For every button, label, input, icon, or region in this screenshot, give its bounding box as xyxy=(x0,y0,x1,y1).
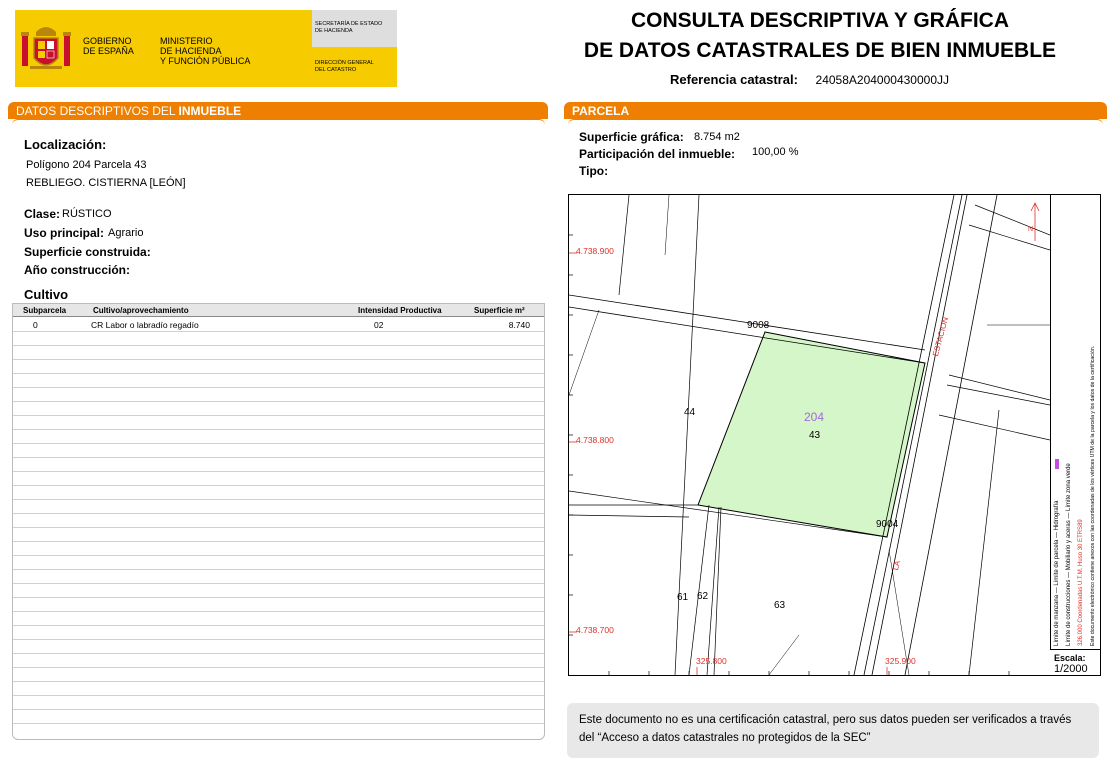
clase-label: Clase: xyxy=(24,207,61,221)
table-row-empty xyxy=(13,486,544,500)
anio-construccion-label: Año construcción: xyxy=(24,263,131,277)
uso-value: Agrario xyxy=(108,227,144,239)
parcel-label-43: 43 xyxy=(809,430,821,441)
table-row-empty xyxy=(13,374,544,388)
localizacion-line2: REBLIEGO. CISTIERNA [LEÓN] xyxy=(26,177,186,189)
cell-cultivo: CR Labor o labradío regadío xyxy=(91,320,199,330)
tipo-label: Tipo: xyxy=(579,164,609,178)
table-row-empty xyxy=(13,696,544,710)
table-row-empty xyxy=(13,570,544,584)
disclaimer-note: Este documento no es una certificación catastral, pero sus datos pueden ser verificados a través del “Acceso a datos catastrales no protegidos de la SEC” xyxy=(567,703,1099,758)
ref-value: 24058A204000430000JJ xyxy=(815,73,949,87)
parcel-label-61: 61 xyxy=(677,592,689,603)
superficie-grafica-label: Superficie gráfica: xyxy=(579,130,684,144)
gobierno-label: GOBIERNO DE ESPAÑA xyxy=(83,36,134,56)
legend-line2: Límite de construcciones — Mobiliario y aceras — Límite zona verde xyxy=(1066,463,1072,646)
header-band xyxy=(15,10,397,87)
superficie-grafica-value: 8.754 m2 xyxy=(694,131,740,143)
escala-label: Escala: xyxy=(1054,653,1086,663)
table-row-empty xyxy=(13,500,544,514)
legend-line4: Este documento electrónico contiene anexos con las coordenadas de los vértices UTM de la parcela y los datos de la certificación. xyxy=(1090,345,1096,646)
map-scale xyxy=(1050,650,1101,676)
street-label-la: LA xyxy=(891,559,903,572)
table-row-empty xyxy=(13,556,544,570)
table-header xyxy=(13,304,544,317)
road-label-9008: 9008 xyxy=(747,320,770,331)
parcel-map xyxy=(568,194,1101,676)
cultivo-label: Cultivo xyxy=(24,287,69,302)
street-label-estacion: ESTACION xyxy=(931,316,951,358)
x-tick-label: 325.900 xyxy=(885,656,916,666)
y-tick-label: 4.738.900 xyxy=(576,246,614,256)
table-row-empty xyxy=(13,472,544,486)
table-row-empty xyxy=(13,542,544,556)
table-row-empty xyxy=(13,612,544,626)
svg-text:N: N xyxy=(1028,226,1034,233)
table-row-empty xyxy=(13,668,544,682)
table-row-empty xyxy=(13,626,544,640)
table-row-empty xyxy=(13,332,544,346)
table-row xyxy=(13,318,544,332)
y-tick-label: 4.738.700 xyxy=(576,625,614,635)
cell-superficie: 8.740 xyxy=(508,320,530,330)
polygon-label-204: 204 xyxy=(804,410,825,424)
table-row-empty xyxy=(13,682,544,696)
col-intensidad: Intensidad Productiva xyxy=(358,306,442,315)
cell-intensidad: 02 xyxy=(374,320,384,330)
section-right-divider xyxy=(568,119,1103,125)
table-row-empty xyxy=(13,710,544,724)
table-row-empty xyxy=(13,402,544,416)
table-row-empty xyxy=(13,640,544,654)
table-row-empty xyxy=(13,654,544,668)
localizacion-label: Localización: xyxy=(24,137,107,152)
coat-of-arms-icon xyxy=(20,18,72,76)
ref-label: Referencia catastral: xyxy=(670,72,798,87)
parcel-label-62: 62 xyxy=(697,591,709,602)
section-datos-descriptivos: DATOS DESCRIPTIVOS DEL INMUEBLE xyxy=(8,102,548,119)
y-tick-label: 4.738.800 xyxy=(576,435,614,445)
document-title-line2: DE DATOS CATASTRALES DE BIEN INMUEBLE xyxy=(583,39,1057,62)
col-superficie: Superficie m² xyxy=(474,306,525,315)
referencia-catastral xyxy=(670,72,949,87)
table-row-empty xyxy=(13,430,544,444)
table-row-empty xyxy=(13,528,544,542)
table-row-empty xyxy=(13,360,544,374)
section-left-divider xyxy=(12,119,545,125)
table-row-empty xyxy=(13,444,544,458)
north-arrow-icon xyxy=(1028,203,1039,241)
participacion-label: Participación del inmueble: xyxy=(579,147,736,161)
map-legend xyxy=(1050,194,1101,650)
clase-value: RÚSTICO xyxy=(62,208,112,220)
col-cultivo: Cultivo/aprovechamiento xyxy=(93,306,189,315)
uso-label: Uso principal: xyxy=(24,226,105,240)
legend-line1: Límite de manzana — Límite de parcela — Hidrografía xyxy=(1054,500,1060,646)
table-row-empty xyxy=(13,388,544,402)
secretaria-label: SECRETARÍA DE ESTADO DE HACIENDA xyxy=(315,21,383,34)
col-subparcela: Subparcela xyxy=(23,306,67,315)
table-row-empty xyxy=(13,416,544,430)
parcel-label-44: 44 xyxy=(684,407,696,418)
document-title-line1: CONSULTA DESCRIPTIVA Y GRÁFICA xyxy=(630,9,1010,32)
participacion-value: 100,00 % xyxy=(752,146,799,158)
cell-subparcela: 0 xyxy=(33,320,38,330)
legend-line3: 326.000 Coordenadas U.T.M. Huso 30 ETRS89 xyxy=(1078,519,1084,646)
road-label-9004: 9004 xyxy=(876,519,899,530)
table-row-empty xyxy=(13,514,544,528)
ministerio-label: MINISTERIO DE HACIENDA Y FUNCIÓN PÚBLICA xyxy=(160,36,251,66)
table-row-empty xyxy=(13,346,544,360)
section-parcela: PARCELA xyxy=(564,102,1107,119)
superficie-construida-label: Superficie construida: xyxy=(24,245,151,259)
table-row-empty xyxy=(13,598,544,612)
parcel-label-63: 63 xyxy=(774,600,786,611)
table-row-empty xyxy=(13,458,544,472)
direccion-label: DIRECCIÓN GENERAL DEL CATASTRO xyxy=(315,60,374,73)
escala-value: 1/2000 xyxy=(1054,663,1088,675)
x-tick-label: 325.800 xyxy=(696,656,727,666)
manzana-swatch-icon xyxy=(1055,459,1059,469)
localizacion-line1: Polígono 204 Parcela 43 xyxy=(26,159,147,171)
table-row-empty xyxy=(13,584,544,598)
cultivo-table xyxy=(12,303,545,740)
